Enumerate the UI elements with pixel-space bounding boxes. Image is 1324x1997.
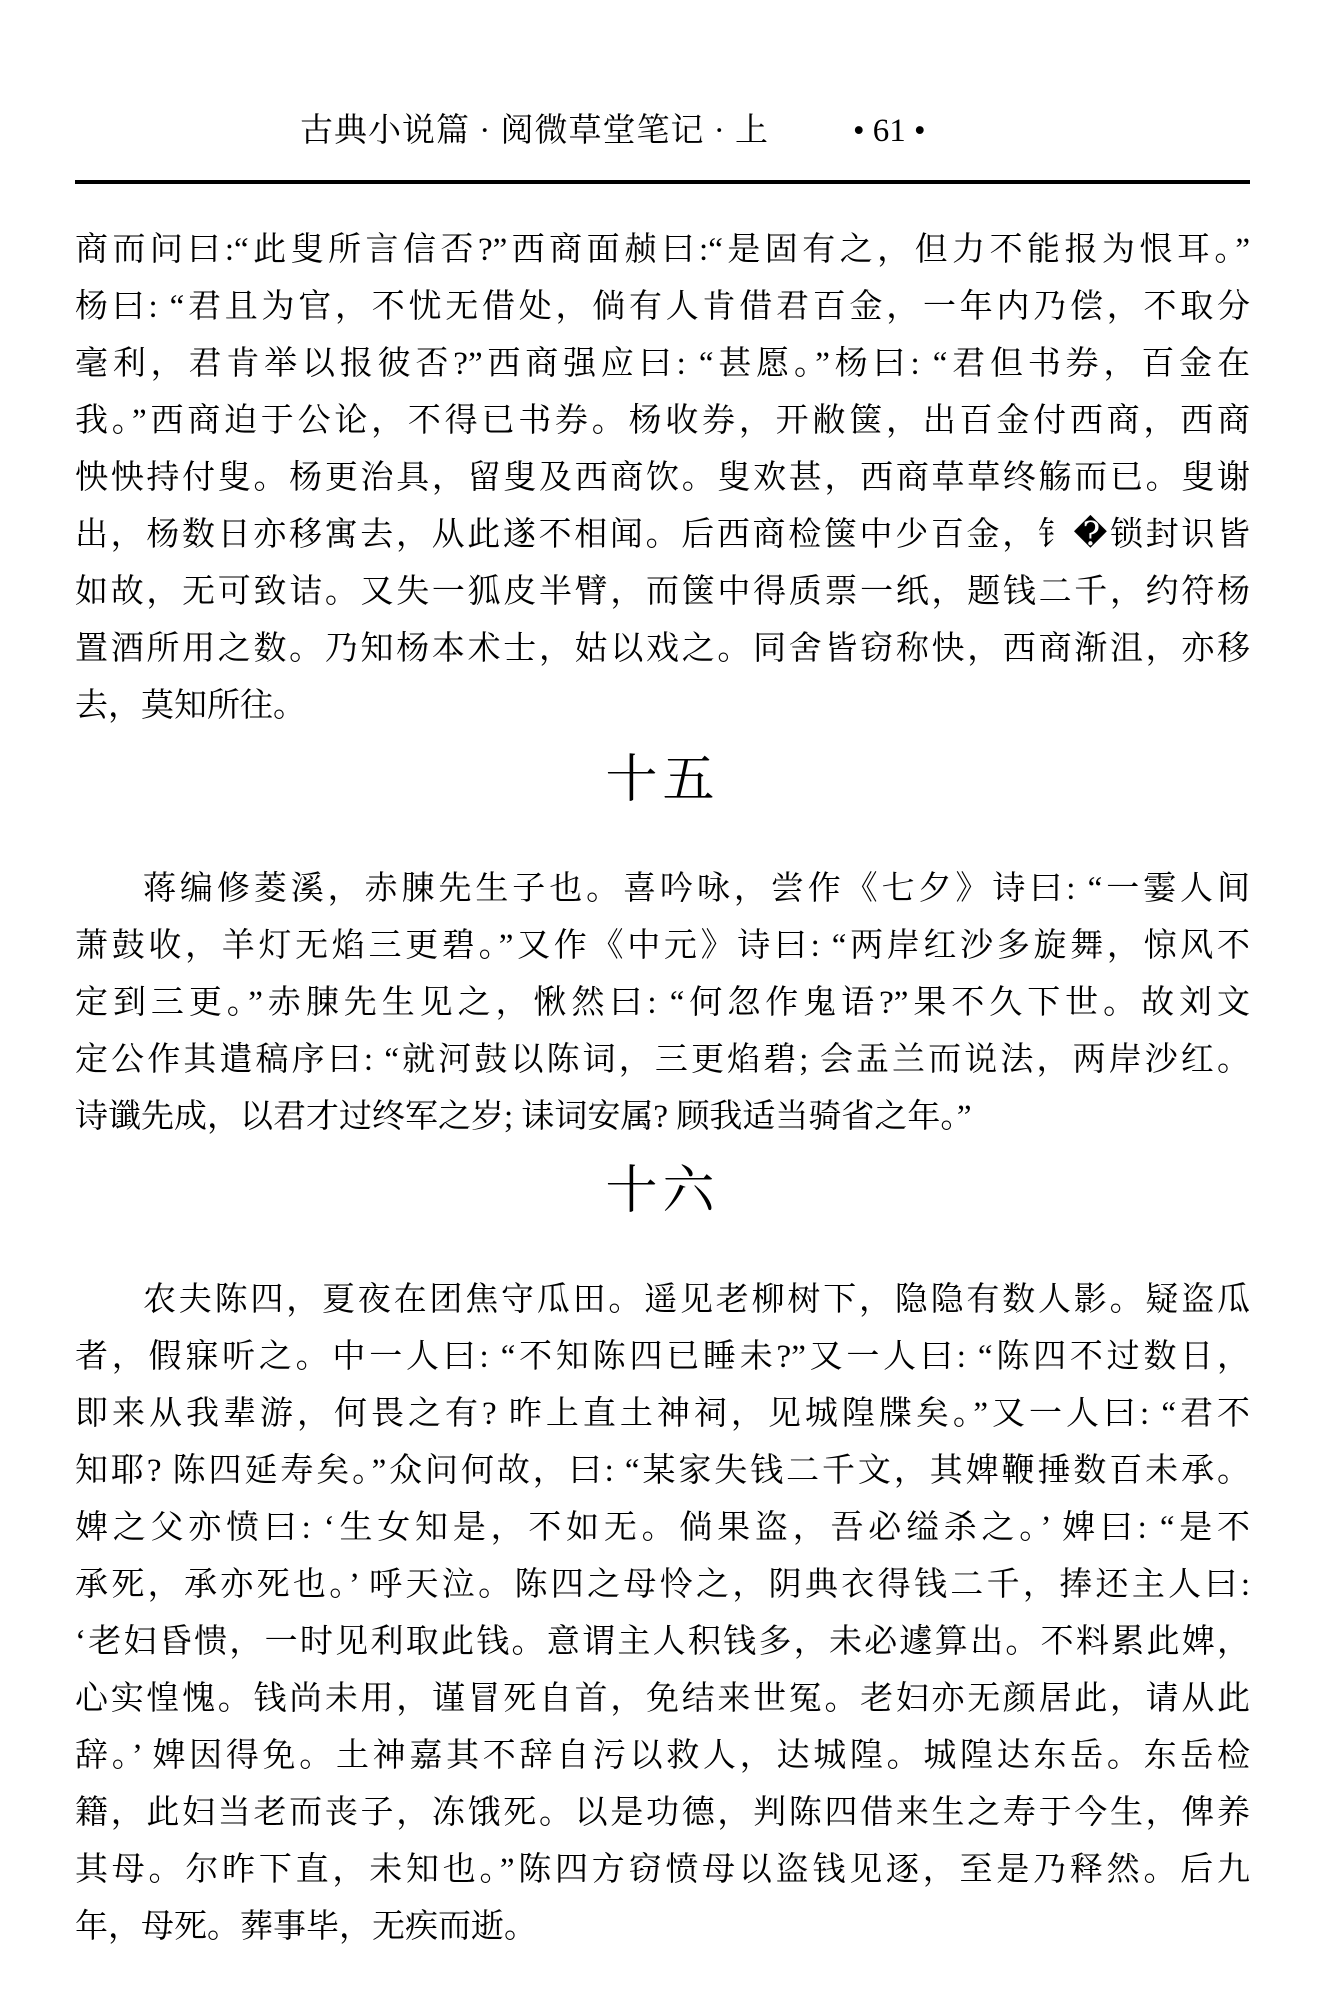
text-line: 农夫陈四，夏夜在团焦守瓜田。遥见老柳树下，隐隐有数人影。疑盗瓜	[143, 1282, 1250, 1318]
text-line: 出，杨数日亦移寓去，从此遂不相闻。后西商检箧中少百金，钅�锁封识皆	[75, 517, 1250, 553]
page-number: • 61 •	[853, 113, 926, 149]
text-line: 商而问曰:“此叟所言信否?”西商面赪曰:“是固有之，但力不能报为恨耳。”	[75, 232, 1250, 268]
text-line: 婢之父亦愤曰: ‘生女知是，不如无。倘果盗，吾必缢杀之。’ 婢曰: “是不	[75, 1510, 1250, 1546]
paragraph	[75, 1272, 1250, 1956]
text-line: ‘老妇昏愦，一时见利取此钱。意谓主人积钱多，未必遽算出。不料累此婢，	[75, 1624, 1250, 1660]
text-line: 定到三更。”赤腖先生见之，愀然曰: “何忽作鬼语?”果不久下世。故刘文	[75, 985, 1250, 1021]
text-line: 定公作其遣稿序曰: “就河鼓以陈词，三更焰碧; 会盂兰而说法，两岸沙红。	[75, 1042, 1250, 1078]
text-line: 承死，承亦死也。’ 呼天泣。陈四之母怜之，阴典衣得钱二千，捧还主人曰:	[75, 1567, 1250, 1603]
text-line: 诗谶先成，以君才过终军之岁; 诔词安属? 顾我适当骑省之年。”	[75, 1099, 972, 1135]
text-line: 去，莫知所往。	[75, 688, 306, 724]
paragraph	[75, 861, 1250, 1146]
text-line: 心实惶愧。钱尚未用，谨冒死自首，免结来世冤。老妇亦无颜居此，请从此	[75, 1681, 1250, 1717]
running-header	[75, 108, 1250, 154]
text-line: 其母。尔昨下直，未知也。”陈四方窃愤母以盗钱见逐，至是乃释然。后九	[75, 1852, 1250, 1888]
text-line: 置酒所用之数。乃知杨本术士，姑以戏之。同舍皆窃称快，西商渐沮，亦移	[75, 631, 1250, 667]
text-line: 者，假寐听之。中一人曰: “不知陈四已睡未?”又一人曰: “陈四不过数日，	[75, 1339, 1250, 1375]
text-line: 萧鼓收，羊灯无焰三更碧。”又作《中元》诗曰: “两岸红沙多旋舞，惊风不	[75, 928, 1250, 964]
text-line: 杨曰: “君且为官，不忧无借处，倘有人肯借君百金，一年内乃偿，不取分	[75, 289, 1250, 325]
text-line: 我。”西商迫于公论，不得已书券。杨收券，开敝箧，出百金付西商，西商	[75, 403, 1250, 439]
text-line: 籍，此妇当老而丧子，冻饿死。以是功德，判陈四借来生之寿于今生，俾养	[75, 1795, 1250, 1831]
text-line: 毫利，君肯举以报彼否?”西商强应曰: “甚愿。”杨曰: “君但书券，百金在	[75, 346, 1250, 382]
section-heading: 十六	[605, 1163, 720, 1220]
text-line: 怏怏持付叟。杨更治具，留叟及西商饮。叟欢甚，西商草草终觞而已。叟谢	[75, 460, 1250, 496]
header-title: 古典小说篇 · 阅微草堂笔记 · 上	[300, 113, 769, 149]
text-line: 即来从我辈游，何畏之有? 昨上直土神祠，见城隍牒矣。”又一人曰: “君不	[75, 1396, 1250, 1432]
text-line: 蒋编修菱溪，赤腖先生子也。喜吟咏，尝作《七夕》诗曰: “一霎人间	[143, 871, 1250, 907]
text-line: 如故，无可致诘。又失一狐皮半臂，而箧中得质票一纸，题钱二千，约符杨	[75, 574, 1250, 610]
text-line: 年，母死。葬事毕，无疾而逝。	[75, 1909, 537, 1945]
page-content	[75, 222, 1250, 1956]
content-column	[0, 108, 1324, 1956]
text-line: 辞。’ 婢因得免。土神嘉其不辞自污以救人，达城隍。城隍达东岳。东岳检	[75, 1738, 1250, 1774]
paragraph	[75, 222, 1250, 735]
header-rule	[75, 180, 1250, 184]
section-heading: 十五	[605, 752, 720, 809]
text-line: 知耶? 陈四延寿矣。”众问何故，曰: “某家失钱二千文，其婢鞭捶数百未承。	[75, 1453, 1250, 1489]
